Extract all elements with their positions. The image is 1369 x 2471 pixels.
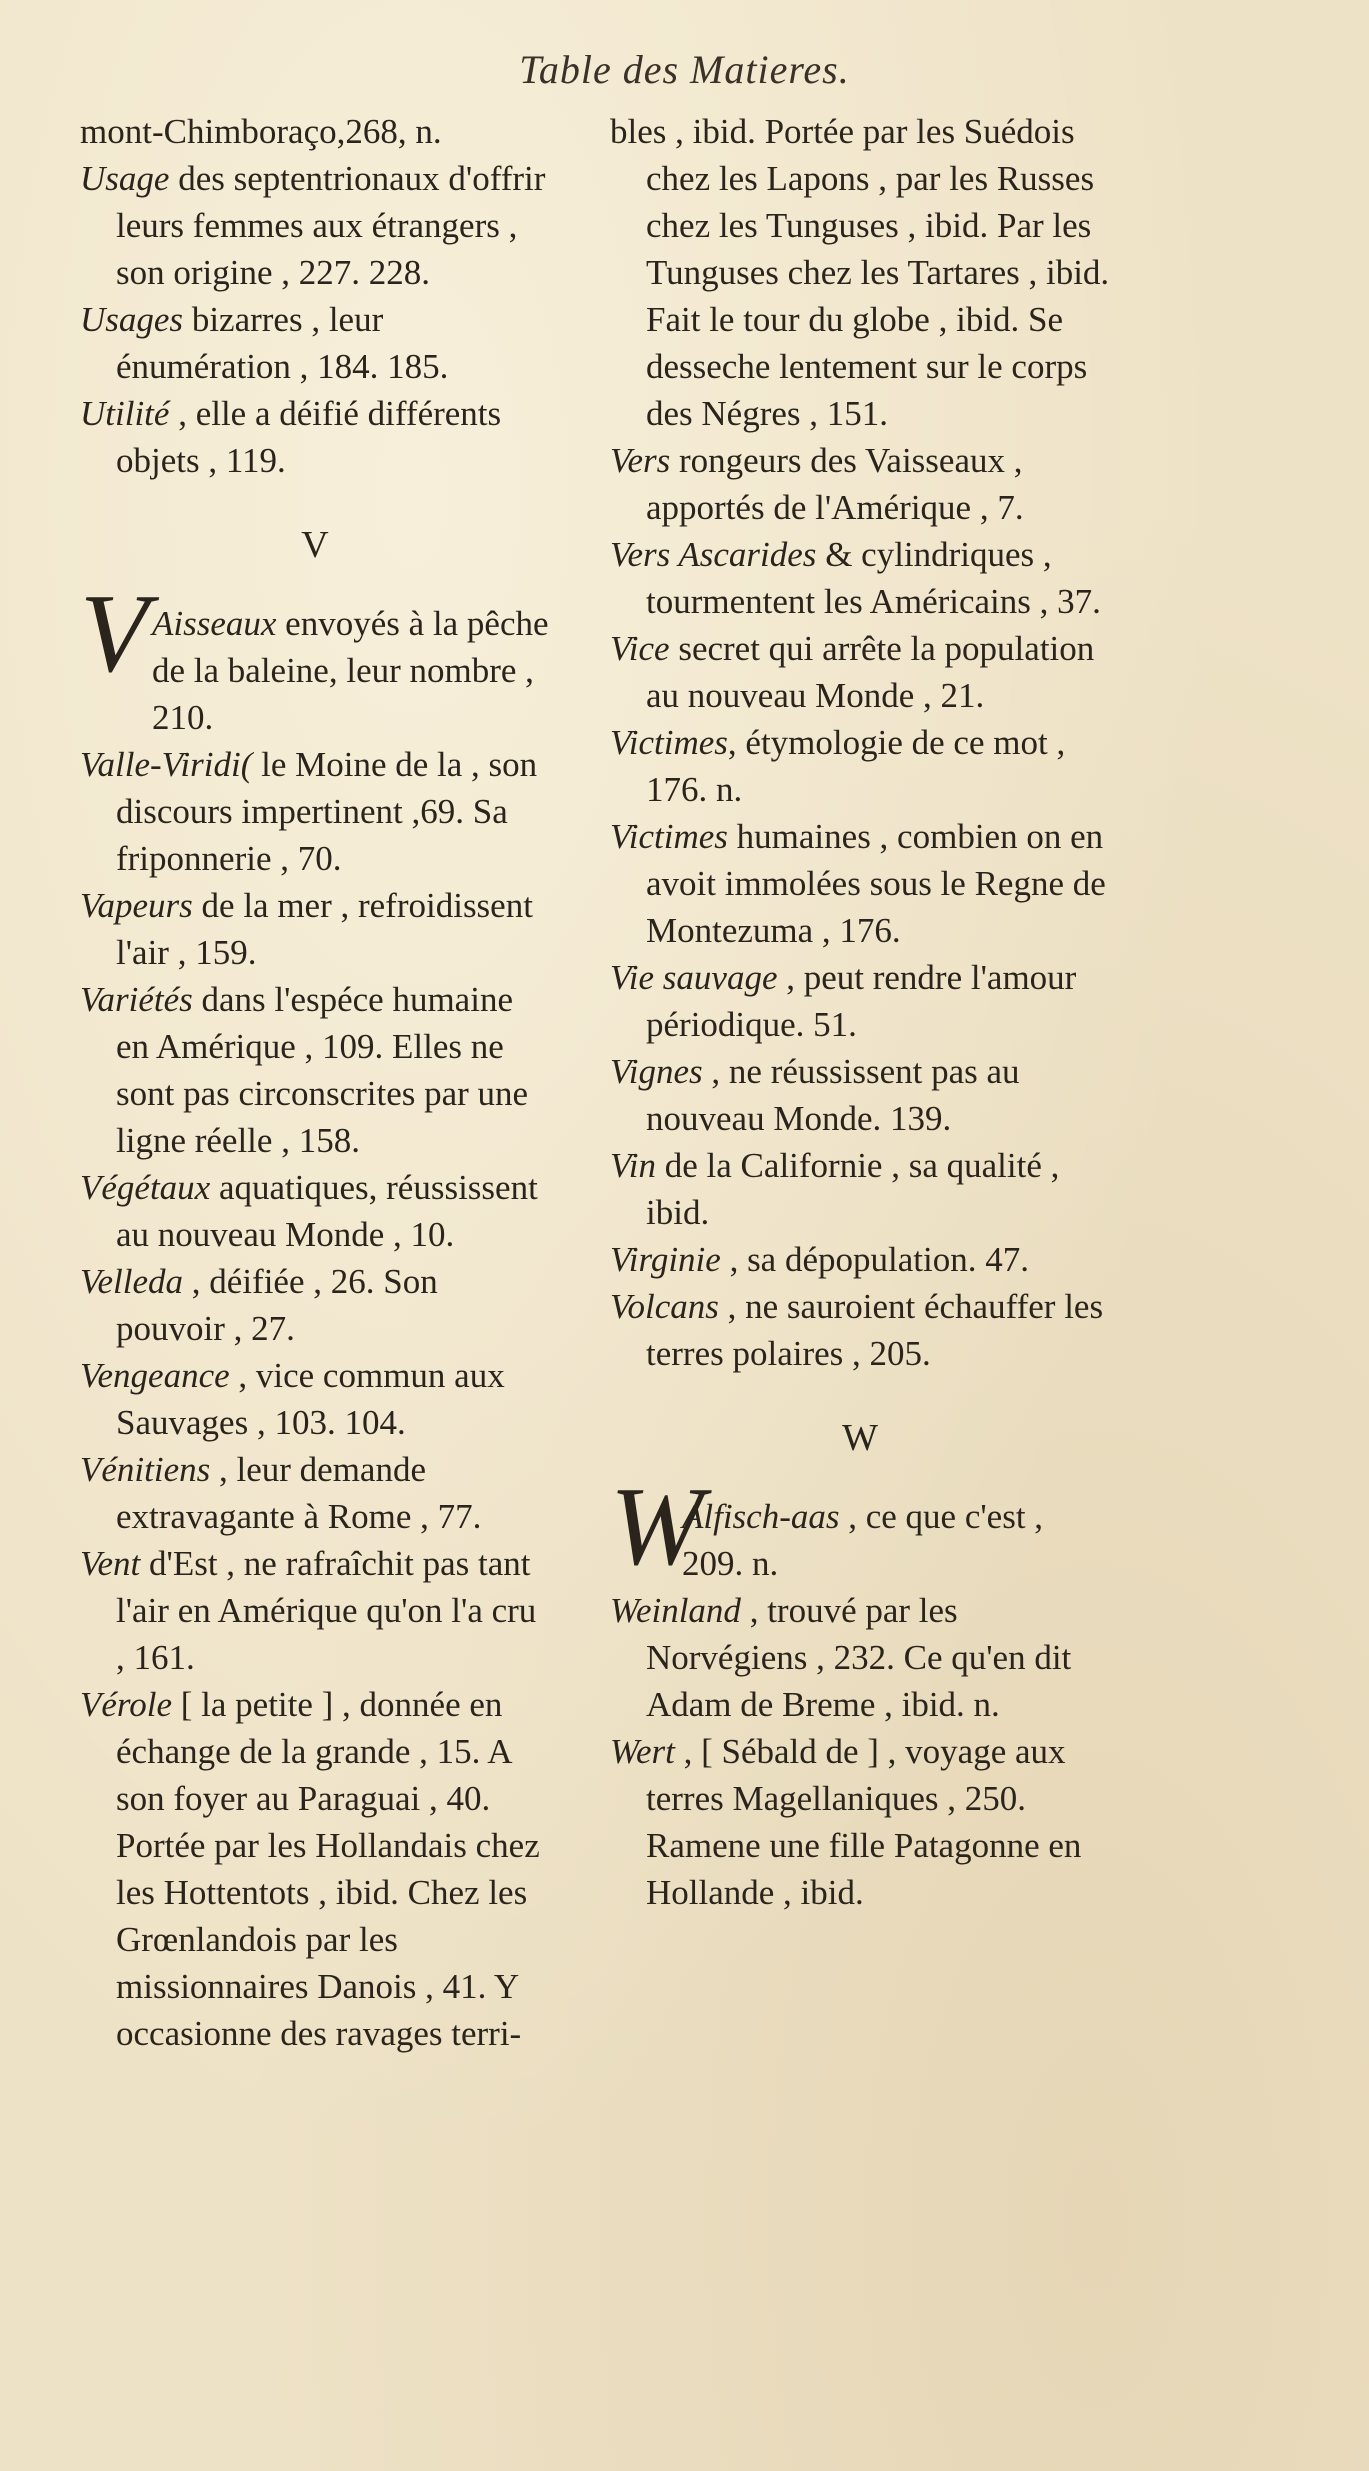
index-entry: Victimes, étymologie de ce mot , 176. n.: [610, 723, 1066, 809]
index-entry: Valle-Viridi( le Moine de la , son discours impertinent ,69. Sa friponnerie , 70.: [80, 745, 538, 878]
index-entry: Usages bizarres , leur énumération , 184. 185.: [80, 300, 449, 386]
section-letter-w: W: [842, 1417, 878, 1459]
index-entry: Vent d'Est , ne rafraîchit pas tant l'air en Amérique qu'on l'a cru , 161.: [80, 1544, 537, 1677]
index-entry: Végétaux aquatiques, réussissent au nouveau Monde , 10.: [80, 1168, 538, 1254]
index-entry: Variétés dans l'espéce humaine en Amérique , 109. Elles ne sont pas circonscrites par une ligne réelle , 158.: [80, 980, 529, 1160]
index-entry: Vignes , ne réussissent pas au nouveau Monde. 139.: [610, 1052, 1020, 1138]
index-entry: Utilité , elle a déifié différents objets , 119.: [80, 394, 502, 480]
running-head: Table des Matieres.: [519, 47, 850, 92]
index-entry: Vers rongeurs des Vaisseaux , apportés de l'Amérique , 7.: [610, 441, 1024, 527]
index-entry: Vie sauvage , peut rendre l'amour périodique. 51.: [610, 958, 1077, 1044]
index-entry: Volcans , ne sauroient échauffer les terres polaires , 205.: [610, 1287, 1104, 1373]
dropcap-entry: W Alfisch-aas , ce que c'est , 209. n.: [610, 1465, 1044, 1589]
index-entry: Vénitiens , leur demande extravagante à Rome , 77.: [80, 1450, 482, 1536]
index-entry: Vengeance , vice commun aux Sauvages , 103. 104.: [80, 1356, 505, 1442]
right-column: [610, 108, 1110, 1916]
left-column: [80, 108, 550, 2057]
index-entry: Vers Ascarides & cylindriques , tourmentent les Américains , 37.: [610, 535, 1101, 621]
index-entry: Wert , [ Sébald de ] , voyage aux terres Magellaniques , 250. Ramene une fille Patagonne en Hollande , ibid.: [610, 1732, 1082, 1912]
drop-cap: W: [610, 1465, 704, 1589]
index-entry: Vice secret qui arrête la population au nouveau Monde , 21.: [610, 629, 1095, 715]
drop-cap: V: [80, 572, 149, 696]
index-entry: Usage des septentrionaux d'offrir leurs femmes aux étrangers , son origine , 227. 228.: [80, 159, 546, 292]
index-entry: Virginie , sa dépopulation. 47.: [610, 1240, 1029, 1279]
index-entry: Vin de la Californie , sa qualité , ibid.: [610, 1146, 1060, 1232]
index-entry: mont-Chimboraço,268, n.: [80, 112, 442, 151]
index-entry: Vapeurs de la mer , refroidissent l'air , 159.: [80, 886, 533, 972]
index-entry: Velleda , déifiée , 26. Son pouvoir , 27.: [80, 1262, 438, 1348]
index-entry: bles , ibid. Portée par les Suédois chez les Lapons , par les Russes chez les Tunguses , ibid. Par les Tunguses chez les Tartares , ibid. Fait le tour du globe , ibid. Se desseche lentement sur le corps des Négres , 151.: [610, 112, 1110, 433]
dropcap-entry: V Aisseaux envoyés à la pêche de la baleine, leur nombre , 210.: [80, 572, 549, 737]
index-entry: Weinland , trouvé par les Norvégiens , 232. Ce qu'en dit Adam de Breme , ibid. n.: [610, 1591, 1072, 1724]
index-entry: Vérole [ la petite ] , donnée en échange de la grande , 15. A son foyer au Paraguai , 40. Portée par les Hollandais chez les Hottentots , ibid. Chez les Grœnlandois par les missionnaires Danois , 41. Y occasionne des ravages terri-: [80, 1685, 540, 2053]
section-letter-v: V: [301, 524, 329, 566]
index-entry: Victimes humaines , combien on en avoit immolées sous le Regne de Montezuma , 176.: [610, 817, 1106, 950]
